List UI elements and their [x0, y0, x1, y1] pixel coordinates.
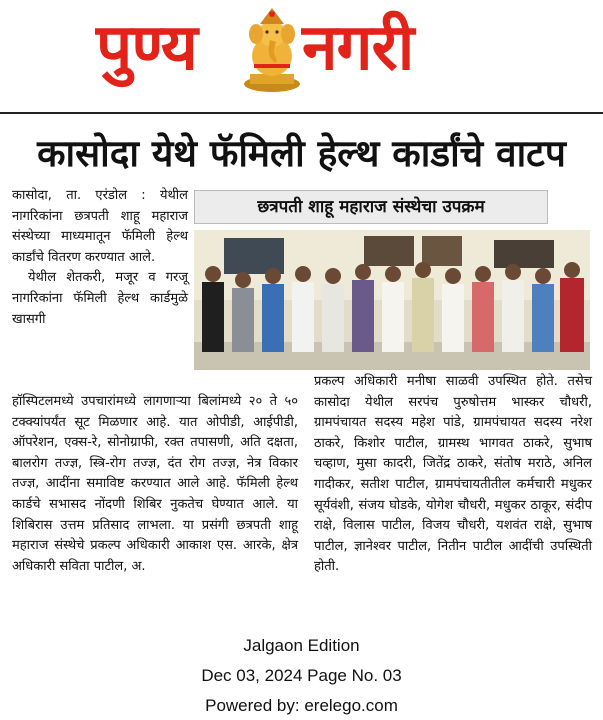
article-paragraph-1: कासोदा, ता. एरंडोल : येथील नागरिकांना छत्रपती शाहू महाराज संस्थेच्या माध्यमातून फॅमिली हेल्थ कार्डांचे वितरण करण्यात आले. — [12, 188, 188, 265]
edition-label: Jalgaon Edition — [243, 636, 360, 655]
article — [12, 186, 592, 626]
masthead-name-part2: नगरी — [302, 11, 414, 85]
article-paragraph-2: येथील शेतकरी, मजूर व गरजू नागरिकांना फॅमिली हेल्थ कार्डमुळे खासगी — [12, 270, 188, 327]
ganesh-idol-icon — [240, 4, 304, 94]
date-page-label: Dec 03, 2024 Page No. 03 — [201, 666, 402, 685]
masthead-divider — [0, 112, 603, 114]
headline: कासोदा येथे फॅमिली हेल्थ कार्डांचे वाटप — [37, 131, 566, 175]
article-left-column — [12, 186, 188, 330]
masthead — [0, 0, 603, 112]
masthead-name-part1: पुण्य — [96, 11, 197, 85]
event-photo — [194, 230, 590, 370]
powered-by-label: Powered by: erelego.com — [205, 696, 398, 715]
article-body-continued: हॉस्पिटलमध्ये उपचारांमध्ये लागणाऱ्या बिलांमध्ये २० ते ५० टक्क्यांपर्यंत सूट मिळणार आहे. यात ओपीडी, आईपीडी, ऑपरेशन, एक्स-रे, सोनोग्राफी, रक्त तपासणी, अति दक्षता, बालरोग तज्ज्ञ, स्त्रि-रोग तज्ज्ञ, दंत रोग तज्ज्ञ, नेत्र विकार तज्ज्ञ, आदींना समाविष्ट करण्यात आले आहे. फॅमिली हेल्थ कार्डचे सभासद नोंदणी शिबिर नुकतेच घेण्यात आले. या शिबिरास उत्तम प्रतिसाद लाभला. या प्रसंगी छत्रपती शाहू महाराज संस्थेचे प्रकल्प अधिकारी आकाश एस. आरके, क्षेत्र अधिकारी सविता पाटील, अ. — [12, 394, 298, 574]
subheadline-banner: छत्रपती शाहू महाराज संस्थेचा उपक्रम — [194, 190, 548, 224]
article-right-column: प्रकल्प अधिकारी मनीषा साळवी उपस्थित होते. तसेच कासोदा येथील सरपंच पुरुषोत्तम भास्कर चौधरी, ग्रामपंचायत सदस्य महेश पांडे, ग्रामपंचायत सदस्य नरेश ठाकरे, किशोर पाटील, ग्रामस्थ भागवत ठाकरे, सुभाष चव्हाण, मुसा कादरी, जितेंद्र ठाकरे, संतोष मराठे, अनिल गादीकर, सतीश पाटील, ग्रामपंचायतीतील कर्मचारी मधुकर सूर्यवंशी, संजय घोडके, योगेश चौधरी, मधुकर ठाकूर, संदीप राक्षे, विलास पाटील, विजय चौधरी, यशवंत राक्षे, सुभाष पाटील, ज्ञानेश्वर पाटील, नितीन पाटील आदींची उपस्थिती होती. — [314, 374, 592, 575]
